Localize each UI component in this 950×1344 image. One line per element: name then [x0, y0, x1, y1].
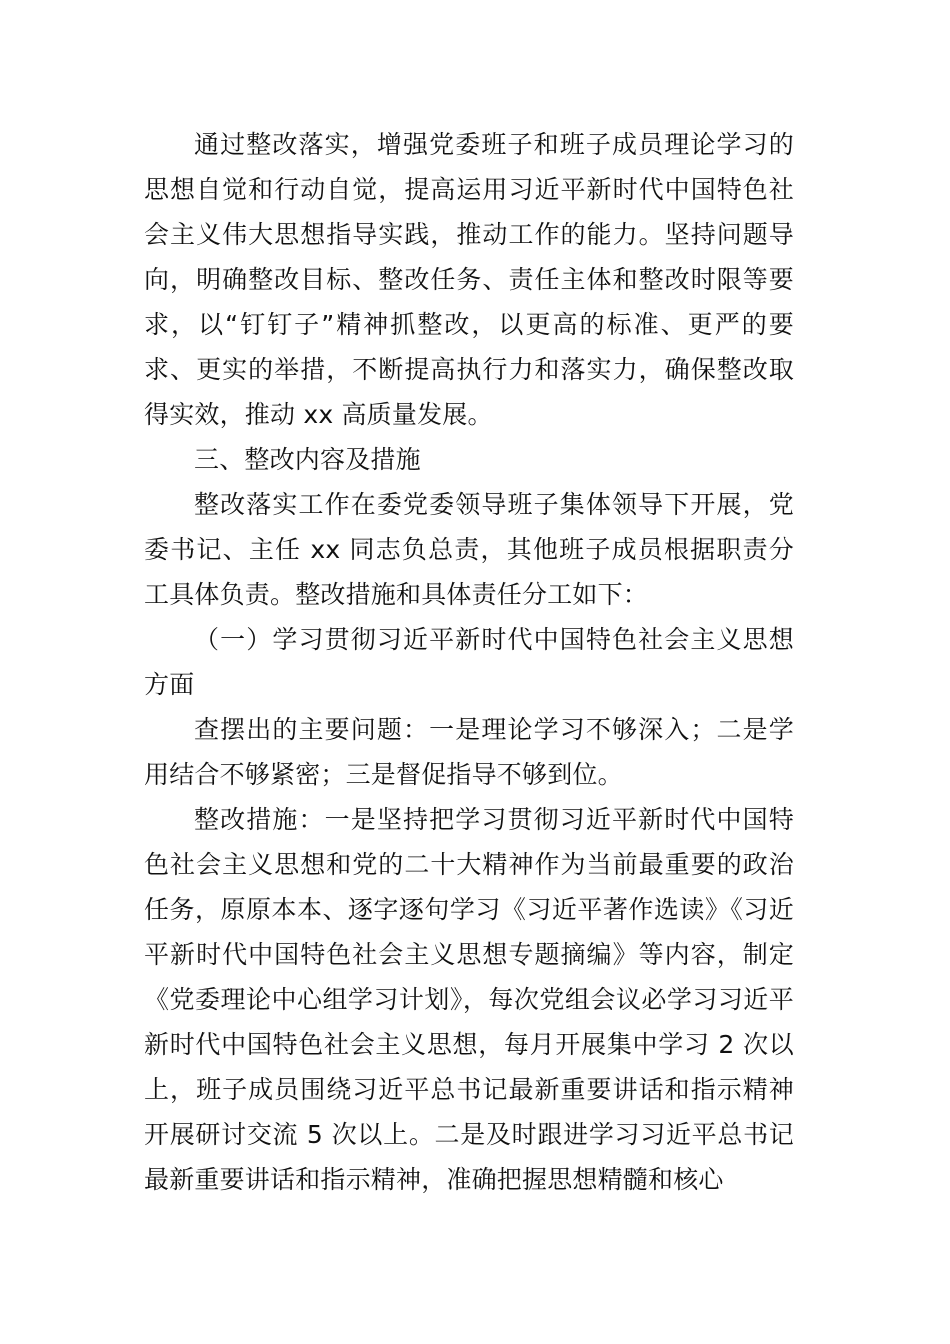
section-heading-3: 三、整改内容及措施	[194, 445, 421, 474]
paragraph-rectification-measures: 整改措施：一是坚持把学习贯彻习近平新时代中国特色社会主义思想和党的二十大精神作为当前最重要的政治任务，原原本本、逐字逐句学习《习近平著作选读》《习近平新时代中国特色社会主义思想专题摘编》等内容，制定《党委理论中心组学习计划》，每次党组会议必学习习近平新时代中国特色社会主义思想，每月开展集中学习 2 次以上，班子成员围绕习近平总书记最新重要讲话和指示精神开展研讨交流 5 次以上。二是及时跟进学习习近平总书记最新重要讲话和指示精神，准确把握思想精髓和核心	[144, 805, 794, 1194]
paragraph-responsibility: 整改落实工作在委党委领导班子集体领导下开展，党委书记、主任 xx 同志负总责，其他班子成员根据职责分工具体负责。整改措施和具体责任分工如下：	[144, 490, 794, 609]
subsection-heading-1: （一）学习贯彻习近平新时代中国特色社会主义思想方面	[144, 625, 794, 699]
document-body	[144, 122, 794, 1202]
paragraph-main-problems: 查摆出的主要问题：一是理论学习不够深入；二是学用结合不够紧密；三是督促指导不够到位。	[144, 715, 794, 789]
paragraph-rectification-goals: 通过整改落实，增强党委班子和班子成员理论学习的思想自觉和行动自觉，提高运用习近平新时代中国特色社会主义伟大思想指导实践，推动工作的能力。坚持问题导向，明确整改目标、整改任务、责任主体和整改时限等要求，以“钉钉子”精神抓整改，以更高的标准、更严的要求、更实的举措，不断提高执行力和落实力，确保整改取得实效，推动 xx 高质量发展。	[144, 130, 794, 429]
